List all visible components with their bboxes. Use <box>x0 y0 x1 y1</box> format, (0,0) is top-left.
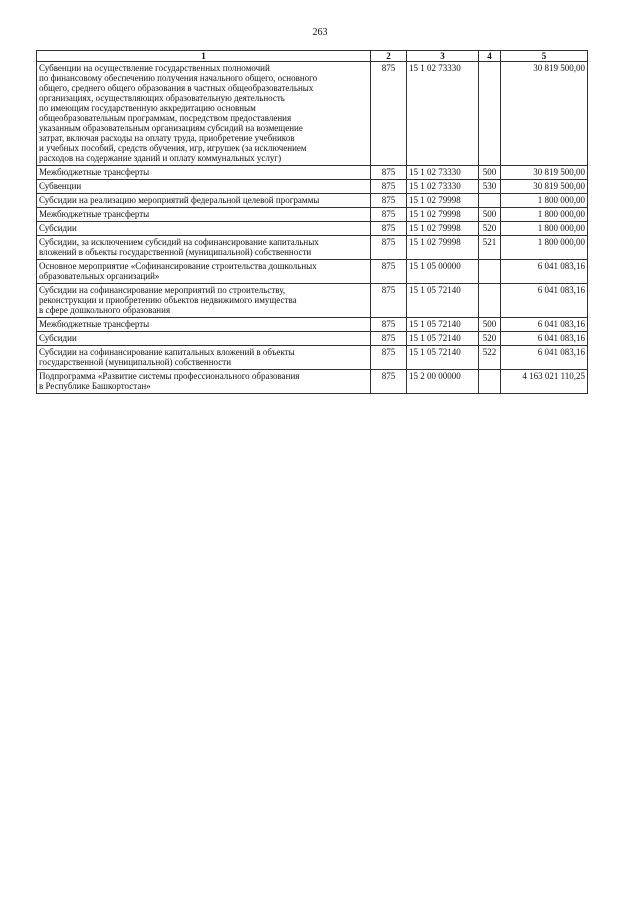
table-row <box>37 208 588 222</box>
row-name-line: затрат, включая расходы на оплату труда, приобретение учебников <box>39 133 295 143</box>
table-row <box>37 194 588 208</box>
row-name-line: реконструкции и приобретению объектов недвижимого имущества <box>39 295 297 305</box>
row-type-cell: 500 <box>479 166 501 180</box>
row-name-cell <box>37 332 371 346</box>
row-name-line: государственной (муниципальной) собственности <box>39 357 232 367</box>
table-row <box>37 222 588 236</box>
row-type-cell <box>479 62 501 166</box>
row-amount-cell: 30 819 500,00 <box>501 180 588 194</box>
row-name-line: Межбюджетные трансферты <box>39 167 150 177</box>
row-code-cell: 875 <box>371 260 407 284</box>
row-name-line: указанным образовательным организациям субсидий на возмещение <box>39 123 303 133</box>
table-row <box>37 166 588 180</box>
row-name-line: организациях, осуществляющих образовательную деятельность <box>39 93 285 103</box>
row-amount-cell: 6 041 083,16 <box>501 318 588 332</box>
row-article-cell: 15 2 00 00000 <box>407 370 479 394</box>
table-header-row <box>37 51 588 62</box>
row-article-cell: 15 1 02 79998 <box>407 208 479 222</box>
row-name-line: Субсидии на реализацию мероприятий федеральной целевой программы <box>39 195 320 205</box>
column-header-3: 3 <box>407 51 479 62</box>
row-article-cell: 15 1 02 79998 <box>407 222 479 236</box>
row-type-cell <box>479 194 501 208</box>
row-type-cell <box>479 284 501 318</box>
row-amount-cell: 1 800 000,00 <box>501 222 588 236</box>
row-code-cell: 875 <box>371 236 407 260</box>
row-type-cell: 500 <box>479 208 501 222</box>
row-code-cell: 875 <box>371 62 407 166</box>
row-name-line: в Республике Башкортостан» <box>39 381 151 391</box>
row-name-cell <box>37 370 371 394</box>
row-article-cell: 15 1 05 72140 <box>407 346 479 370</box>
row-name-line: Субвенции <box>39 181 82 191</box>
table-row <box>37 62 588 166</box>
row-name-line: Подпрограмма «Развитие системы профессионального образования <box>39 371 300 381</box>
row-type-cell: 530 <box>479 180 501 194</box>
row-type-cell: 520 <box>479 332 501 346</box>
row-name-line: общего, среднего общего образования в частных общеобразовательных <box>39 83 314 93</box>
row-amount-cell: 6 041 083,16 <box>501 332 588 346</box>
row-code-cell: 875 <box>371 208 407 222</box>
row-code-cell: 875 <box>371 346 407 370</box>
page-number: 263 <box>312 27 328 38</box>
row-name-cell <box>37 318 371 332</box>
row-name-line: в сфере дошкольного образования <box>39 305 171 315</box>
row-name-line: Субсидии на софинансирование мероприятий по строительству, <box>39 285 286 295</box>
row-amount-cell: 1 800 000,00 <box>501 236 588 260</box>
row-name-line: Субвенции на осуществление государственных полномочий <box>39 63 270 73</box>
row-name-cell <box>37 236 371 260</box>
row-amount-cell: 30 819 500,00 <box>501 62 588 166</box>
row-name-line: вложений в объекты государственной (муниципальной) собственности <box>39 247 312 257</box>
row-name-line: Субсидии <box>39 333 77 343</box>
row-name-line: Субсидии, за исключением субсидий на софинансирование капитальных <box>39 237 319 247</box>
column-header-5: 5 <box>501 51 588 62</box>
row-name-cell <box>37 284 371 318</box>
row-name-line: по финансовому обеспечению получения начального общего, основного <box>39 73 318 83</box>
row-type-cell: 520 <box>479 222 501 236</box>
row-name-cell <box>37 208 371 222</box>
row-amount-cell: 6 041 083,16 <box>501 260 588 284</box>
table-row <box>37 180 588 194</box>
row-name-line: общеобразовательным программам, посредством предоставления <box>39 113 292 123</box>
row-code-cell: 875 <box>371 180 407 194</box>
row-name-cell <box>37 260 371 284</box>
row-amount-cell: 30 819 500,00 <box>501 166 588 180</box>
row-article-cell: 15 1 05 72140 <box>407 318 479 332</box>
row-amount-cell: 6 041 083,16 <box>501 284 588 318</box>
column-header-2: 2 <box>371 51 407 62</box>
row-name-cell <box>37 166 371 180</box>
column-header-4: 4 <box>479 51 501 62</box>
row-article-cell: 15 1 02 79998 <box>407 236 479 260</box>
row-code-cell: 875 <box>371 332 407 346</box>
table-row <box>37 284 588 318</box>
row-type-cell: 500 <box>479 318 501 332</box>
table-row <box>37 318 588 332</box>
row-name-cell <box>37 180 371 194</box>
row-name-line: образовательных организаций» <box>39 271 160 281</box>
row-code-cell: 875 <box>371 166 407 180</box>
row-type-cell <box>479 370 501 394</box>
row-name-line: по имеющим государственную аккредитацию основным <box>39 103 256 113</box>
row-name-line: Межбюджетные трансферты <box>39 319 150 329</box>
table-row <box>37 370 588 394</box>
row-name-line: и учебных пособий, средств обучения, игр, игрушек (за исключением <box>39 143 307 153</box>
table-row <box>37 236 588 260</box>
row-type-cell: 522 <box>479 346 501 370</box>
row-code-cell: 875 <box>371 318 407 332</box>
row-name-cell <box>37 194 371 208</box>
row-code-cell: 875 <box>371 284 407 318</box>
row-amount-cell: 1 800 000,00 <box>501 208 588 222</box>
row-name-line: расходов на содержание зданий и оплату коммунальных услуг) <box>39 153 282 163</box>
row-article-cell: 15 1 02 73330 <box>407 166 479 180</box>
row-code-cell: 875 <box>371 194 407 208</box>
table-row <box>37 332 588 346</box>
row-name-line: Субсидии на софинансирование капитальных вложений в объекты <box>39 347 295 357</box>
budget-table <box>36 50 588 394</box>
row-article-cell: 15 1 05 00000 <box>407 260 479 284</box>
row-name-cell <box>37 222 371 236</box>
row-name-cell <box>37 62 371 166</box>
column-header-1: 1 <box>37 51 371 62</box>
row-name-line: Межбюджетные трансферты <box>39 209 150 219</box>
table-body <box>37 62 588 394</box>
row-article-cell: 15 1 05 72140 <box>407 332 479 346</box>
row-amount-cell: 1 800 000,00 <box>501 194 588 208</box>
row-name-line: Основное мероприятие «Софинансирование строительства дошкольных <box>39 261 317 271</box>
row-article-cell: 15 1 02 79998 <box>407 194 479 208</box>
row-amount-cell: 6 041 083,16 <box>501 346 588 370</box>
row-article-cell: 15 1 02 73330 <box>407 62 479 166</box>
row-article-cell: 15 1 05 72140 <box>407 284 479 318</box>
row-article-cell: 15 1 02 73330 <box>407 180 479 194</box>
row-name-line: Субсидии <box>39 223 77 233</box>
row-code-cell: 875 <box>371 222 407 236</box>
row-name-cell <box>37 346 371 370</box>
table-row <box>37 260 588 284</box>
table-row <box>37 346 588 370</box>
row-type-cell: 521 <box>479 236 501 260</box>
row-type-cell <box>479 260 501 284</box>
row-amount-cell: 4 163 021 110,25 <box>501 370 588 394</box>
row-code-cell: 875 <box>371 370 407 394</box>
